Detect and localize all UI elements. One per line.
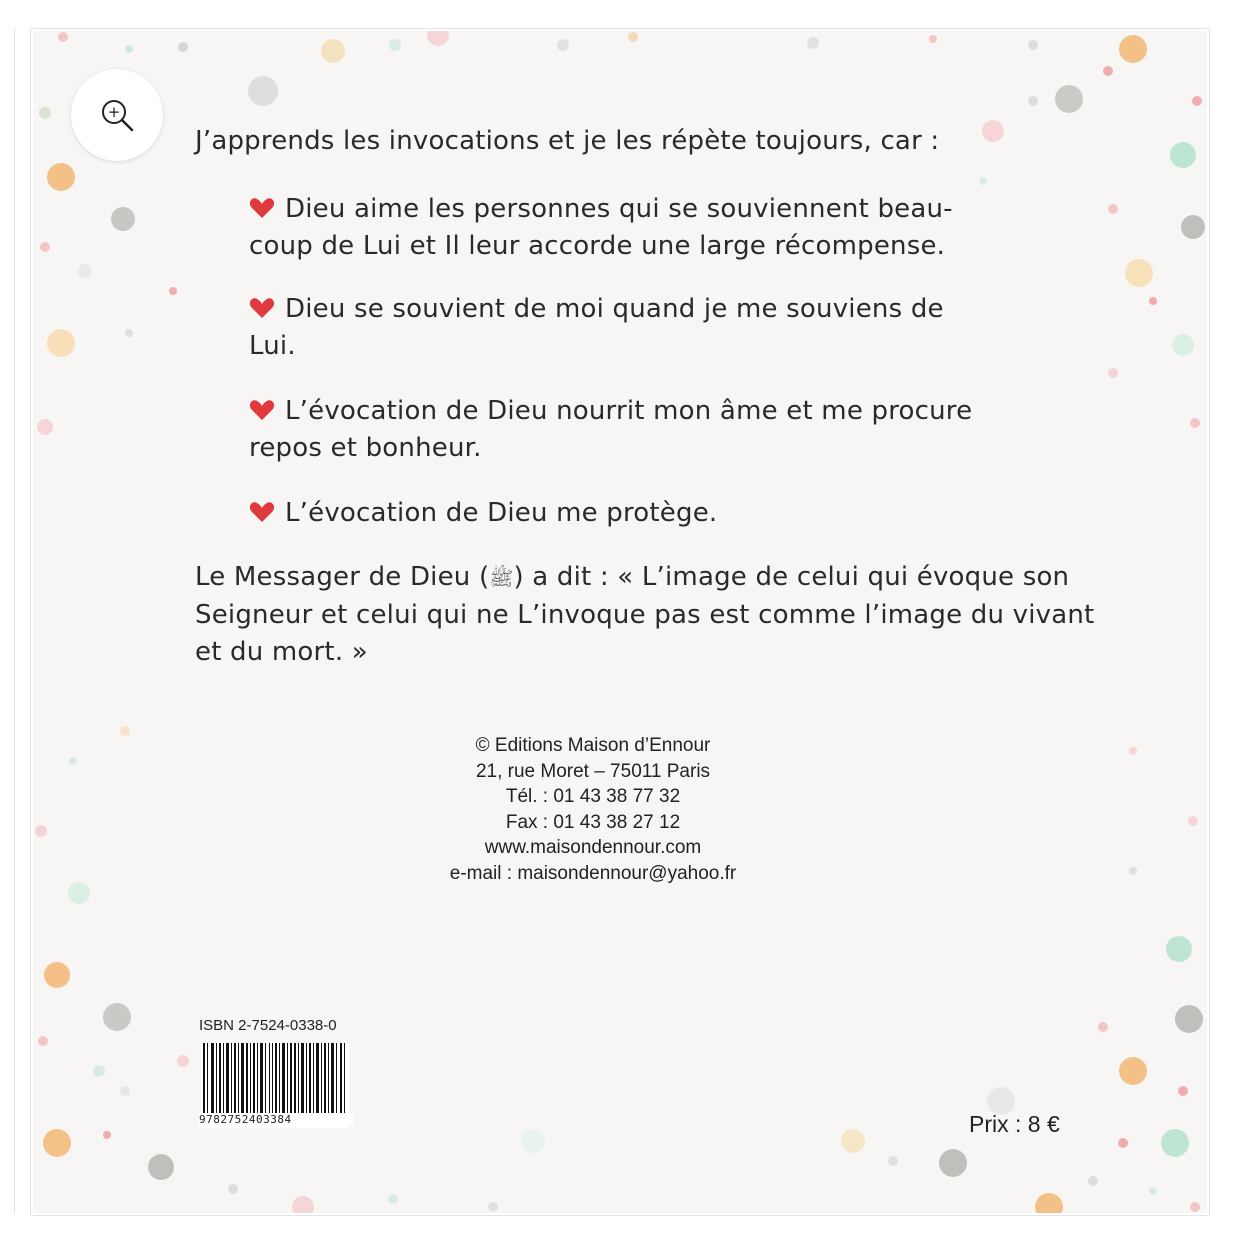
book-back-cover: [33, 31, 1207, 1213]
bullet-item: L’évocation de Dieu nourrit mon âme et me procure repos et bonheur.: [249, 396, 973, 463]
product-image-frame: [30, 28, 1210, 1216]
intro-text: J’apprends les invocations et je les répète toujours, car :: [195, 126, 940, 156]
barcode-digits: 9782752403384: [199, 1113, 353, 1126]
previous-image-edge: [0, 28, 15, 1214]
svg-text:+: +: [107, 103, 121, 121]
bullet-item: Dieu se souvient de moi quand je me souviens de Lui.: [249, 294, 944, 361]
bullet-item: L’évocation de Dieu me protège.: [249, 495, 1019, 532]
zoom-in-icon: [98, 96, 136, 134]
honorific-glyph: ﷺ: [489, 566, 514, 590]
bullet-item: Dieu aime les personnes qui se souviennent beau- coup de Lui et Il leur accorde une large récompense.: [249, 194, 953, 261]
heart-icon: [249, 399, 275, 421]
price-label: Prix : 8 €: [969, 1111, 1060, 1137]
isbn-label: ISBN 2-7524-0338-0: [199, 1017, 337, 1034]
heart-icon: [249, 297, 275, 319]
heart-icon: [249, 197, 275, 219]
hadith-quote: Le Messager de Dieu (ﷺ) a dit : « L’image de celui qui évoque son Seigneur et celui qui ne L’invoque pas est comme l’image du vivant et du mort. »: [195, 562, 1095, 667]
heart-icon: [249, 501, 275, 523]
zoom-button[interactable]: [71, 69, 163, 161]
publisher-info: © Editions Maison d’Ennour 21, rue Moret – 75011 Paris Tél. : 01 43 38 77 32 Fax : 01 43 38 27 12 www.maisondennour.com e-mail : maisondennour@yahoo.fr: [449, 735, 737, 884]
